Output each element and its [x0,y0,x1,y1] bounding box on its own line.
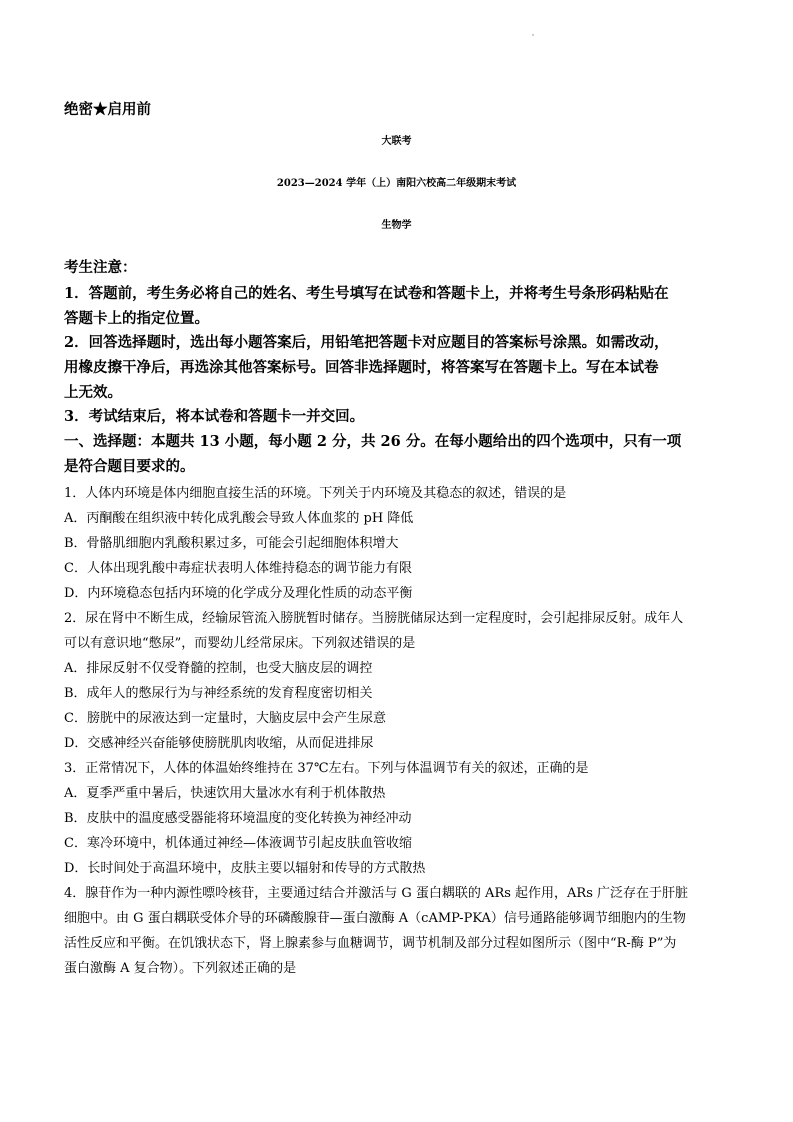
question-3-option-d: D．长时间处于高温环境中，皮肤主要以辐射和传导的方式散热 [64,861,426,876]
question-3-option-b: B．皮肤中的温度感受器能将环境温度的变化转换为神经冲动 [64,811,412,826]
notice-line: 1．答题前，考生务必将自己的姓名、考生号填写在试卷和答题卡上，并将考生号条形码粘贴在 [64,285,669,302]
question-3-option-c: C．寒冷环境中，机体通过神经—体液调节引起皮肤血管收缩 [64,836,412,851]
scan-speck [532,34,534,36]
question-2-option-d: D．交感神经兴奋能够使膀胱肌肉收缩，从而促进排尿 [64,736,374,751]
question-2-option-b: B．成年人的憋尿行为与神经系统的发育程度密切相关 [64,686,373,701]
notice-line: 上无效。 [64,384,122,401]
question-4-stem-cont: 活性反应和平衡。在饥饿状态下，肾上腺素参与血糖调节，调节机制及部分过程如图所示（图中“R-酶 P”为 [64,936,677,951]
notice-heading: 考生注意： [64,259,137,276]
notice-line: 用橡皮擦干净后，再选涂其他答案标号。回答非选择题时，将答案写在答题卡上。写在本试卷 [64,359,659,376]
notice-line: 3．考试结束后，将本试卷和答题卡一并交回。 [64,408,365,425]
notice-line: 答题卡上的指定位置。 [64,310,209,327]
question-2-stem-cont: 可以有意识地“憋尿”，而婴幼儿经常尿床。下列叙述错误的是 [64,636,416,651]
question-1-option-c: C．人体出现乳酸中毒症状表明人体维持稳态的调节能力有限 [64,561,412,576]
section-heading: 一、选择题：本题共 13 小题，每小题 2 分，共 26 分。在每小题给出的四个选项中，只有一项 [64,433,682,450]
exam-name: 大联考 [381,136,412,147]
question-1-stem: 1．人体内环境是体内细胞直接生活的环境。下列关于内环境及其稳态的叙述，错误的是 [64,486,567,501]
secret-mark: 绝密★启用前 [64,101,151,118]
exam-title: 2023—2024 学年（上）南阳六校高二年级期末考试 [276,178,517,189]
question-2-option-c: C．膀胱中的尿液达到一定量时，大脑皮层中会产生尿意 [64,711,386,726]
subject-title: 生物学 [381,220,412,231]
question-4-stem-cont: 蛋白激酶 A 复合物）。下列叙述正确的是 [64,961,297,976]
question-1-option-b: B．骨骼肌细胞内乳酸积累过多，可能会引起细胞体积增大 [64,536,399,551]
question-2-option-a: A．排尿反射不仅受脊髓的控制，也受大脑皮层的调控 [64,661,373,676]
question-3-option-a: A．夏季严重中暑后，快速饮用大量冰水有利于机体散热 [64,786,386,801]
question-4-stem: 4．腺苷作为一种内源性嘌呤核苷，主要通过结合并激活与 G 蛋白耦联的 ARs 起作用，ARs 广泛存在于肝脏 [64,886,689,901]
question-4-stem-cont: 细胞中。由 G 蛋白耦联受体介导的环磷酸腺苷—蛋白激酶 A（cAMP-PKA）信号通路能够调节细胞内的生物 [64,911,686,926]
question-1-option-a: A．丙酮酸在组织液中转化成乳酸会导致人体血浆的 pH 降低 [64,511,414,526]
notice-line: 2．回答选择题时，选出每小题答案后，用铅笔把答题卡对应题目的答案标号涂黑。如需改动， [64,334,669,351]
section-heading-cont: 是符合题目要求的。 [64,458,195,475]
question-2-stem: 2．尿在肾中不断生成，经输尿管流入膀胱暂时储存。当膀胱储尿达到一定程度时，会引起排尿反射。成年人 [64,611,684,626]
question-3-stem: 3．正常情况下，人体的体温始终维持在 37℃左右。下列与体温调节有关的叙述，正确的是 [64,761,589,776]
question-1-option-d: D．内环境稳态包括内环境的化学成分及理化性质的动态平衡 [64,586,413,601]
